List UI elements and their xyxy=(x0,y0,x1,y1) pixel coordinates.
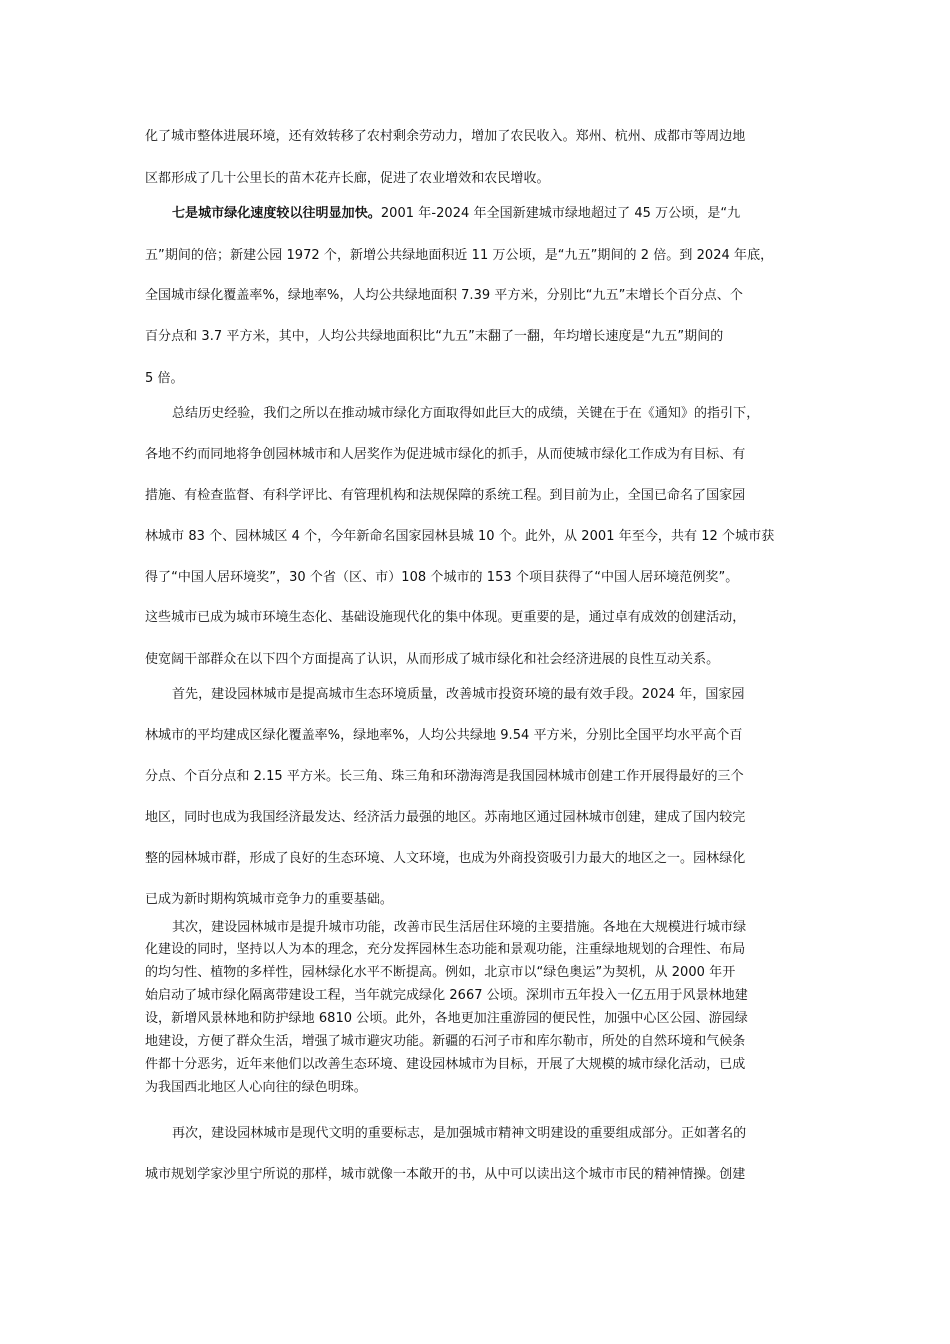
text-span: 2001 年-2024 年全国新建城市绿地超过了 45 万公顷，是“九 xyxy=(380,206,741,221)
paragraph-seven-line xyxy=(172,204,815,224)
text-line: 设，新增风景林地和防护绿地 6810 公顷。此外，各地更加注重游园的便民性，加强中心区公园、游园绿 xyxy=(145,1011,748,1026)
text-line: 首先，建设园林城市是提高城市生态环境质量，改善城市投资环境的最有效手段。2024 年，国家园 xyxy=(172,687,745,702)
text-line: 件都十分恶劣，近年来他们以改善生态环境、建设园林城市为目标，开展了大规模的城市绿化活动，已成 xyxy=(145,1057,746,1072)
text-line: 各地不约而同地将争创园林城市和人居奖作为促进城市绿化的抓手，从而使城市绿化工作成为有目标、有 xyxy=(145,447,746,462)
text-line: 林城市 83 个、园林城区 4 个，今年新命名国家园林县城 10 个。此外，从 2001 年至今，共有 12 个城市获 xyxy=(145,529,775,544)
text-line: 5 倍。 xyxy=(145,371,184,386)
text-line: 分点、个百分点和 2.15 平方米。长三角、珠三角和环渤海湾是我国园林城市创建工作开展得最好的三个 xyxy=(145,769,744,784)
text-line: 化了城市整体进展环境，还有效转移了农村剩余劳动力，增加了农民收入。郑州、杭州、成都市等周边地 xyxy=(145,129,746,144)
text-line: 这些城市已成为城市环境生态化、基础设施现代化的集中体现。更重要的是，通过卓有成效的创建活动， xyxy=(145,610,746,625)
text-line: 其次，建设园林城市是提升城市功能，改善市民生活居住环境的主要措施。各地在大规模进行城市绿 xyxy=(172,920,747,935)
text-line: 化建设的同时，坚持以人为本的理念，充分发挥园林生态功能和景观功能，注重绿地规划的合理性、布局 xyxy=(145,942,746,957)
text-line: 百分点和 3.7 平方米，其中，人均公共绿地面积比“九五”末翻了一翻，年均增长速度是“九五”期间的 xyxy=(145,329,724,344)
text-line: 为我国西北地区人心向往的绿色明珠。 xyxy=(145,1080,367,1095)
text-line: 措施、有检查监督、有科学评比、有管理机构和法规保障的系统工程。到目前为止，全国已命名了国家园 xyxy=(145,488,746,503)
text-line: 始启动了城市绿化隔离带建设工程，当年就完成绿化 2667 公顷。深圳市五年投入一亿五用于风景林地建 xyxy=(145,988,748,1003)
text-line: 整的园林城市群，形成了良好的生态环境、人文环境，也成为外商投资吸引力最大的地区之一。园林绿化 xyxy=(145,851,746,866)
text-line: 得了“中国人居环境奖”，30 个省（区、市）108 个城市的 153 个项目获得了“中国人居环境范例奖”。 xyxy=(145,570,739,585)
text-line: 总结历史经验，我们之所以在推动城市绿化方面取得如此巨大的成绩，关键在于在《通知》的指引下， xyxy=(172,406,760,421)
text-line: 已成为新时期构筑城市竞争力的重要基础。 xyxy=(145,892,393,907)
text-line: 全国城市绿化覆盖率%，绿地率%，人均公共绿地面积 7.39 平方米，分别比“九五”末增长个百分点、个 xyxy=(145,288,743,303)
text-line: 地建设，方便了群众生活，增强了城市避灾功能。新疆的石河子市和库尔勒市，所处的自然环境和气候条 xyxy=(145,1034,746,1049)
text-line: 的均匀性、植物的多样性，园林绿化水平不断提高。例如，北京市以“绿色奥运”为契机，从 2000 年开 xyxy=(145,965,736,980)
paragraph-heading: 七是城市绿化速度较以往明显加快。 xyxy=(172,206,381,221)
text-line: 城市规划学家沙里宁所说的那样，城市就像一本敞开的书，从中可以读出这个城市市民的精神情操。创建 xyxy=(145,1167,746,1182)
text-line: 使宽阔干部群众在以下四个方面提高了认识，从而形成了城市绿化和社会经济进展的良性互动关系。 xyxy=(145,652,720,667)
text-line: 五”期间的倍；新建公园 1972 个，新增公共绿地面积近 11 万公顷，是“九五”期间的 2 倍。到 2024 年底， xyxy=(145,248,774,263)
text-line: 再次，建设园林城市是现代文明的重要标志，是加强城市精神文明建设的重要组成部分。正如著名的 xyxy=(172,1126,747,1141)
text-line: 区都形成了几十公里长的苗木花卉长廊，促进了农业增效和农民增收。 xyxy=(145,171,550,186)
text-line: 林城市的平均建成区绿化覆盖率%，绿地率%，人均公共绿地 9.54 平方米，分别比全国平均水平高个百 xyxy=(145,728,743,743)
text-line: 地区，同时也成为我国经济最发达、经济活力最强的地区。苏南地区通过园林城市创建，建成了国内较完 xyxy=(145,810,746,825)
